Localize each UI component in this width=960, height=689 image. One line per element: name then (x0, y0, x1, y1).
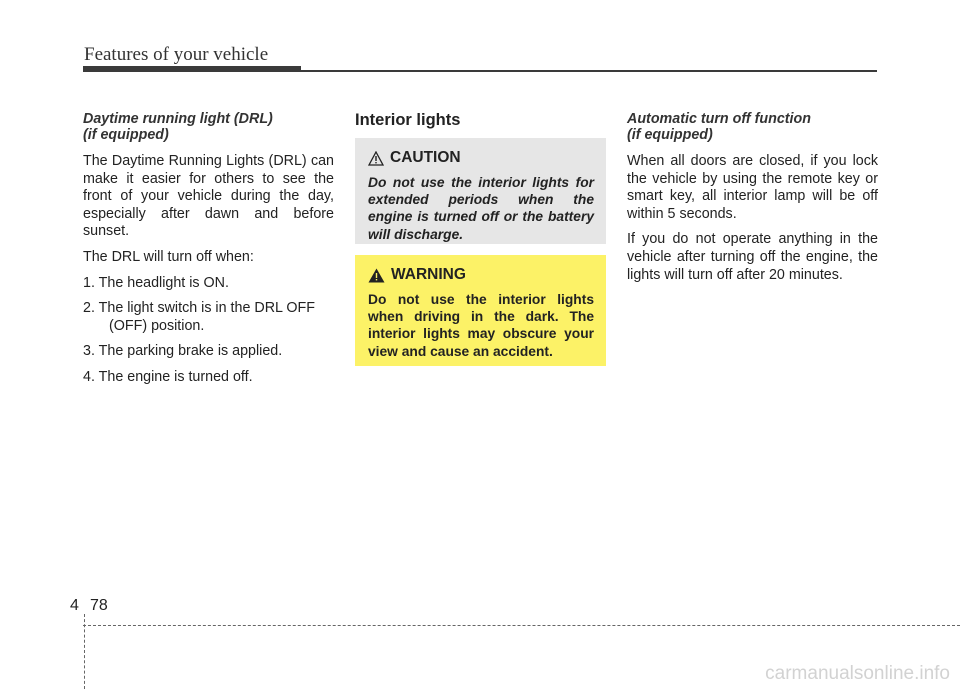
header-bar (83, 66, 301, 72)
auto-off-subheading-line1: Automatic turn off function (627, 111, 811, 127)
footer-divider (84, 614, 85, 689)
caution-triangle-icon (368, 151, 384, 166)
drl-paragraph: The Daytime Running Lights (DRL) can make it easier for others to see the front of your vehicle during the day, especially after dawn and before sunset. (83, 153, 334, 240)
page-header-title: Features of your vehicle (84, 44, 269, 65)
auto-off-paragraph-1: When all doors are closed, if you lock the vehicle by using the remote key or smart key, all interior lamp will be off within 5 seconds. (627, 153, 878, 222)
warning-label: WARNING (391, 266, 466, 283)
drl-subheading (83, 111, 334, 143)
list-item-continuation: (OFF) position. (109, 317, 205, 334)
warning-triangle-icon (368, 268, 385, 283)
watermark: carmanualsonline.info (765, 663, 950, 684)
list-item-text: 2. The light switch is in the DRL OFF (83, 300, 316, 317)
list-item: 1. The headlight is ON. (83, 274, 229, 291)
auto-off-subheading-line2: (if equipped) (627, 127, 713, 143)
list-item (83, 300, 334, 335)
section-title: Interior lights (355, 111, 461, 129)
chapter-number: 4 (70, 597, 79, 614)
right-column (627, 111, 878, 292)
list-item: 4. The engine is turned off. (83, 368, 253, 385)
caution-box (355, 138, 606, 244)
caution-label: CAUTION (390, 149, 461, 166)
footer-rule (83, 625, 960, 626)
drl-subheading-line1: Daytime running light (DRL) (83, 111, 273, 127)
caution-text: Do not use the interior lights for extended periods when the engine is turned off or the battery will discharge. (368, 175, 594, 242)
warning-text: Do not use the interior lights when driving in the dark. The interior lights may obscure your view and cause an accident. (368, 292, 594, 359)
drl-subheading-line2: (if equipped) (83, 127, 169, 143)
left-column (83, 111, 334, 395)
header-rule (301, 70, 877, 72)
warning-box (355, 255, 606, 366)
auto-off-subheading (627, 111, 878, 143)
drl-turnoff-intro: The DRL will turn off when: (83, 248, 254, 265)
list-item: 3. The parking brake is applied. (83, 343, 283, 360)
page-number: 78 (90, 597, 108, 614)
auto-off-paragraph-2: If you do not operate anything in the vehicle after turning off the engine, the lights will turn off after 20 minutes. (627, 231, 878, 283)
middle-column (355, 111, 606, 139)
drl-conditions-list (83, 275, 334, 387)
